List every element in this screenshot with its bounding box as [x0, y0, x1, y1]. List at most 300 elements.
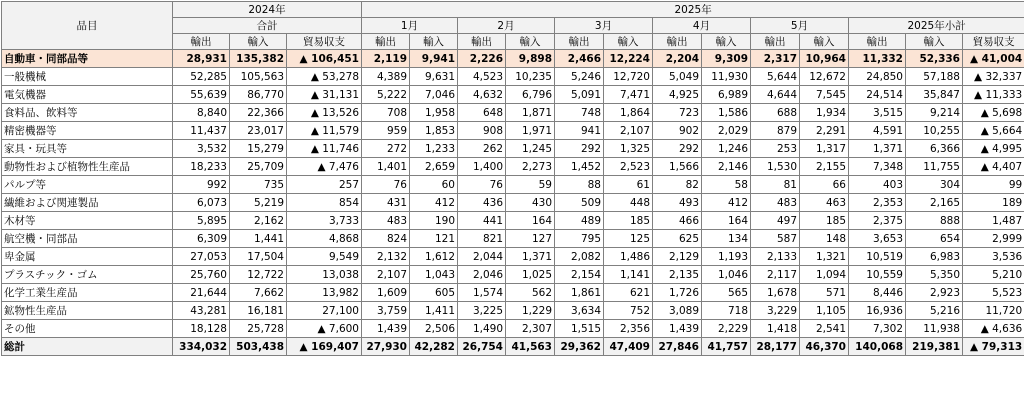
import-header: 輸入: [702, 34, 751, 50]
value-cell: 10,964: [800, 50, 849, 68]
value-cell: 1,411: [410, 302, 458, 320]
item-name-cell: 航空機・同部品: [2, 230, 173, 248]
value-cell: 430: [506, 194, 555, 212]
value-cell: 1,025: [506, 266, 555, 284]
value-cell: 571: [800, 284, 849, 302]
table-row: [2, 248, 1024, 266]
value-cell: 587: [751, 230, 800, 248]
value-cell: 61: [604, 176, 653, 194]
value-cell: 9,549: [287, 248, 362, 266]
value-cell: 2,356: [604, 320, 653, 338]
month-header: 1月: [362, 18, 458, 34]
value-cell: ▲ 4,636: [963, 320, 1024, 338]
value-cell: 47,409: [604, 338, 653, 356]
value-cell: 441: [458, 212, 506, 230]
value-cell: 2,375: [849, 212, 906, 230]
item-name-cell: 食料品、飲料等: [2, 104, 173, 122]
table-row: [2, 212, 1024, 230]
value-cell: 5,350: [906, 266, 963, 284]
value-cell: 2,132: [362, 248, 410, 266]
value-cell: 5,246: [555, 68, 604, 86]
value-cell: 1,141: [604, 266, 653, 284]
value-cell: 1,612: [410, 248, 458, 266]
value-cell: 2,119: [362, 50, 410, 68]
value-cell: ▲ 32,337: [963, 68, 1024, 86]
item-name-cell: その他: [2, 320, 173, 338]
value-cell: 2,659: [410, 158, 458, 176]
table-row: [2, 284, 1024, 302]
value-cell: 10,559: [849, 266, 906, 284]
subtotal-2025-header: 2025年小計: [849, 18, 1024, 34]
value-cell: 625: [653, 230, 702, 248]
value-cell: 9,941: [410, 50, 458, 68]
item-name-cell: 動物性および植物性生産品: [2, 158, 173, 176]
table-row: [2, 320, 1024, 338]
value-cell: 1,726: [653, 284, 702, 302]
value-cell: 164: [506, 212, 555, 230]
value-cell: 412: [410, 194, 458, 212]
value-cell: 16,936: [849, 302, 906, 320]
value-cell: 497: [751, 212, 800, 230]
value-cell: 4,523: [458, 68, 506, 86]
month-header: 3月: [555, 18, 653, 34]
month-header: 5月: [751, 18, 849, 34]
value-cell: 2,506: [410, 320, 458, 338]
value-cell: 2,129: [653, 248, 702, 266]
item-name-cell: 木材等: [2, 212, 173, 230]
import-header: 輸入: [230, 34, 287, 50]
item-name-cell: 卑金属: [2, 248, 173, 266]
value-cell: ▲ 7,476: [287, 158, 362, 176]
table-row: [2, 140, 1024, 158]
value-cell: ▲ 11,579: [287, 122, 362, 140]
value-cell: 7,046: [410, 86, 458, 104]
value-cell: 1,193: [702, 248, 751, 266]
value-cell: 1,439: [362, 320, 410, 338]
total-2024-header: 合計: [173, 18, 362, 34]
value-cell: 253: [751, 140, 800, 158]
value-cell: 25,709: [230, 158, 287, 176]
value-cell: 27,100: [287, 302, 362, 320]
value-cell: 2,133: [751, 248, 800, 266]
value-cell: 13,982: [287, 284, 362, 302]
total-row: [2, 338, 1024, 356]
value-cell: 2,117: [751, 266, 800, 284]
value-cell: 4,389: [362, 68, 410, 86]
value-cell: 1,229: [506, 302, 555, 320]
value-cell: 41,757: [702, 338, 751, 356]
value-cell: 5,216: [906, 302, 963, 320]
month-header: 4月: [653, 18, 751, 34]
value-cell: 4,632: [458, 86, 506, 104]
value-cell: 941: [555, 122, 604, 140]
table-row: [2, 176, 1024, 194]
value-cell: ▲ 4,995: [963, 140, 1024, 158]
import-header: 輸入: [506, 34, 555, 50]
value-cell: 6,309: [173, 230, 230, 248]
value-cell: 466: [653, 212, 702, 230]
value-cell: 5,210: [963, 266, 1024, 284]
item-header: 品目: [2, 2, 173, 50]
value-cell: 489: [555, 212, 604, 230]
value-cell: 81: [751, 176, 800, 194]
value-cell: 2,317: [751, 50, 800, 68]
value-cell: ▲ 79,313: [963, 338, 1024, 356]
value-cell: 2,107: [362, 266, 410, 284]
value-cell: 4,925: [653, 86, 702, 104]
value-cell: 88: [555, 176, 604, 194]
value-cell: ▲ 11,333: [963, 86, 1024, 104]
value-cell: 9,214: [906, 104, 963, 122]
value-cell: 4,644: [751, 86, 800, 104]
value-cell: 1,245: [506, 140, 555, 158]
value-cell: 4,591: [849, 122, 906, 140]
value-cell: ▲ 5,664: [963, 122, 1024, 140]
value-cell: 6,366: [906, 140, 963, 158]
year-2024-header: 2024年: [173, 2, 362, 18]
value-cell: 292: [555, 140, 604, 158]
value-cell: 718: [702, 302, 751, 320]
value-cell: 1,574: [458, 284, 506, 302]
table-row: [2, 158, 1024, 176]
value-cell: 2,273: [506, 158, 555, 176]
value-cell: 22,366: [230, 104, 287, 122]
value-cell: 11,938: [906, 320, 963, 338]
value-cell: 2,923: [906, 284, 963, 302]
value-cell: 1,094: [800, 266, 849, 284]
export-header: 輸出: [173, 34, 230, 50]
table-row: [2, 86, 1024, 104]
value-cell: 2,226: [458, 50, 506, 68]
value-cell: ▲ 11,746: [287, 140, 362, 158]
value-cell: 3,653: [849, 230, 906, 248]
value-cell: 902: [653, 122, 702, 140]
value-cell: 5,895: [173, 212, 230, 230]
value-cell: 43,281: [173, 302, 230, 320]
value-cell: 28,177: [751, 338, 800, 356]
trade-table: [1, 1, 1024, 356]
value-cell: 6,073: [173, 194, 230, 212]
value-cell: 5,091: [555, 86, 604, 104]
value-cell: 1,530: [751, 158, 800, 176]
value-cell: 2,135: [653, 266, 702, 284]
value-cell: 1,586: [702, 104, 751, 122]
value-cell: 99: [963, 176, 1024, 194]
value-cell: 503,438: [230, 338, 287, 356]
item-name-cell: 鉱物性生産品: [2, 302, 173, 320]
value-cell: 27,053: [173, 248, 230, 266]
value-cell: 1,490: [458, 320, 506, 338]
value-cell: 2,307: [506, 320, 555, 338]
value-cell: 1,971: [506, 122, 555, 140]
value-cell: 1,418: [751, 320, 800, 338]
value-cell: 26,754: [458, 338, 506, 356]
table-row: [2, 68, 1024, 86]
value-cell: 304: [906, 176, 963, 194]
value-cell: 262: [458, 140, 506, 158]
value-cell: 12,720: [604, 68, 653, 86]
value-cell: 1,317: [800, 140, 849, 158]
value-cell: 3,225: [458, 302, 506, 320]
value-cell: 2,154: [555, 266, 604, 284]
value-cell: 2,046: [458, 266, 506, 284]
value-cell: 13,038: [287, 266, 362, 284]
export-header: 輸出: [653, 34, 702, 50]
value-cell: 1,486: [604, 248, 653, 266]
value-cell: 41,563: [506, 338, 555, 356]
value-cell: 621: [604, 284, 653, 302]
value-cell: 1,371: [849, 140, 906, 158]
value-cell: 463: [800, 194, 849, 212]
value-cell: 735: [230, 176, 287, 194]
value-cell: 3,532: [173, 140, 230, 158]
value-cell: 7,662: [230, 284, 287, 302]
table-row: [2, 194, 1024, 212]
value-cell: 1,105: [800, 302, 849, 320]
table-body: [2, 50, 1024, 356]
value-cell: 821: [458, 230, 506, 248]
export-header: 輸出: [458, 34, 506, 50]
value-cell: 5,219: [230, 194, 287, 212]
table-row: [2, 104, 1024, 122]
value-cell: 7,348: [849, 158, 906, 176]
value-cell: 7,302: [849, 320, 906, 338]
balance-header: 貿易収支: [287, 34, 362, 50]
value-cell: 448: [604, 194, 653, 212]
value-cell: 29,362: [555, 338, 604, 356]
value-cell: 86,770: [230, 86, 287, 104]
value-cell: 76: [362, 176, 410, 194]
value-cell: 12,672: [800, 68, 849, 86]
value-cell: 3,515: [849, 104, 906, 122]
value-cell: 135,382: [230, 50, 287, 68]
value-cell: 2,082: [555, 248, 604, 266]
item-name-cell: 自動車・同部品等: [2, 50, 173, 68]
value-cell: 2,107: [604, 122, 653, 140]
value-cell: 493: [653, 194, 702, 212]
item-name-cell: 家具・玩具等: [2, 140, 173, 158]
value-cell: ▲ 5,698: [963, 104, 1024, 122]
value-cell: 10,255: [906, 122, 963, 140]
value-cell: 16,181: [230, 302, 287, 320]
value-cell: 12,722: [230, 266, 287, 284]
value-cell: 1,861: [555, 284, 604, 302]
value-cell: 879: [751, 122, 800, 140]
value-cell: 1,325: [604, 140, 653, 158]
value-cell: 1,864: [604, 104, 653, 122]
value-cell: 605: [410, 284, 458, 302]
month-header: 2月: [458, 18, 555, 34]
value-cell: 9,898: [506, 50, 555, 68]
value-cell: 1,439: [653, 320, 702, 338]
value-cell: 11,720: [963, 302, 1024, 320]
value-cell: 66: [800, 176, 849, 194]
value-cell: 1,853: [410, 122, 458, 140]
value-cell: 483: [751, 194, 800, 212]
value-cell: 2,353: [849, 194, 906, 212]
item-name-cell: 一般機械: [2, 68, 173, 86]
value-cell: 2,291: [800, 122, 849, 140]
import-header: 輸入: [800, 34, 849, 50]
value-cell: 8,840: [173, 104, 230, 122]
value-cell: 1,441: [230, 230, 287, 248]
value-cell: 185: [604, 212, 653, 230]
table-row: [2, 122, 1024, 140]
value-cell: 854: [287, 194, 362, 212]
value-cell: 219,381: [906, 338, 963, 356]
value-cell: 60: [410, 176, 458, 194]
value-cell: 8,446: [849, 284, 906, 302]
value-cell: 1,401: [362, 158, 410, 176]
item-name-cell: 精密機器等: [2, 122, 173, 140]
value-cell: 2,999: [963, 230, 1024, 248]
item-name-cell: パルプ等: [2, 176, 173, 194]
value-cell: 18,128: [173, 320, 230, 338]
export-header: 輸出: [555, 34, 604, 50]
item-name-cell: 繊維および関連製品: [2, 194, 173, 212]
value-cell: 9,309: [702, 50, 751, 68]
value-cell: 908: [458, 122, 506, 140]
year-2025-header: 2025年: [362, 2, 1024, 18]
value-cell: 121: [410, 230, 458, 248]
value-cell: 164: [702, 212, 751, 230]
value-cell: 2,155: [800, 158, 849, 176]
value-cell: 59: [506, 176, 555, 194]
value-cell: 127: [506, 230, 555, 248]
value-cell: 708: [362, 104, 410, 122]
value-cell: ▲ 41,004: [963, 50, 1024, 68]
value-cell: 185: [800, 212, 849, 230]
value-cell: 189: [963, 194, 1024, 212]
value-cell: 412: [702, 194, 751, 212]
value-cell: 483: [362, 212, 410, 230]
value-cell: 959: [362, 122, 410, 140]
value-cell: 3,089: [653, 302, 702, 320]
value-cell: 3,634: [555, 302, 604, 320]
value-cell: 9,631: [410, 68, 458, 86]
value-cell: 1,487: [963, 212, 1024, 230]
value-cell: 6,989: [702, 86, 751, 104]
value-cell: 748: [555, 104, 604, 122]
value-cell: 648: [458, 104, 506, 122]
value-cell: ▲ 169,407: [287, 338, 362, 356]
value-cell: 10,235: [506, 68, 555, 86]
value-cell: 4,868: [287, 230, 362, 248]
value-cell: ▲ 4,407: [963, 158, 1024, 176]
value-cell: 562: [506, 284, 555, 302]
value-cell: 11,437: [173, 122, 230, 140]
value-cell: 654: [906, 230, 963, 248]
value-cell: 52,336: [906, 50, 963, 68]
value-cell: 25,728: [230, 320, 287, 338]
value-cell: 11,930: [702, 68, 751, 86]
value-cell: 12,224: [604, 50, 653, 68]
value-cell: 190: [410, 212, 458, 230]
value-cell: 992: [173, 176, 230, 194]
value-cell: 2,044: [458, 248, 506, 266]
value-cell: 272: [362, 140, 410, 158]
export-header: 輸出: [849, 34, 906, 50]
value-cell: 140,068: [849, 338, 906, 356]
value-cell: 5,644: [751, 68, 800, 86]
value-cell: 3,536: [963, 248, 1024, 266]
item-name-cell: 化学工業生産品: [2, 284, 173, 302]
value-cell: 824: [362, 230, 410, 248]
value-cell: ▲ 53,278: [287, 68, 362, 86]
table-row: [2, 302, 1024, 320]
value-cell: 3,759: [362, 302, 410, 320]
value-cell: 2,541: [800, 320, 849, 338]
value-cell: 795: [555, 230, 604, 248]
value-cell: 403: [849, 176, 906, 194]
value-cell: 24,850: [849, 68, 906, 86]
value-cell: 1,046: [702, 266, 751, 284]
value-cell: 1,958: [410, 104, 458, 122]
value-cell: 17,504: [230, 248, 287, 266]
value-cell: 52,285: [173, 68, 230, 86]
value-cell: 125: [604, 230, 653, 248]
value-cell: 42,282: [410, 338, 458, 356]
value-cell: 5,049: [653, 68, 702, 86]
value-cell: 11,755: [906, 158, 963, 176]
value-cell: 15,279: [230, 140, 287, 158]
value-cell: 2,523: [604, 158, 653, 176]
value-cell: 2,162: [230, 212, 287, 230]
value-cell: 1,515: [555, 320, 604, 338]
value-cell: 82: [653, 176, 702, 194]
value-cell: 3,733: [287, 212, 362, 230]
table-row: [2, 230, 1024, 248]
value-cell: 436: [458, 194, 506, 212]
export-header: 輸出: [362, 34, 410, 50]
value-cell: 1,400: [458, 158, 506, 176]
value-cell: 723: [653, 104, 702, 122]
value-cell: 1,246: [702, 140, 751, 158]
value-cell: ▲ 13,526: [287, 104, 362, 122]
value-cell: 257: [287, 176, 362, 194]
value-cell: ▲ 31,131: [287, 86, 362, 104]
value-cell: 35,847: [906, 86, 963, 104]
value-cell: 334,032: [173, 338, 230, 356]
value-cell: 565: [702, 284, 751, 302]
value-cell: 2,146: [702, 158, 751, 176]
value-cell: 5,523: [963, 284, 1024, 302]
value-cell: 2,029: [702, 122, 751, 140]
value-cell: 1,609: [362, 284, 410, 302]
value-cell: 7,545: [800, 86, 849, 104]
value-cell: ▲ 106,451: [287, 50, 362, 68]
value-cell: 292: [653, 140, 702, 158]
value-cell: 57,188: [906, 68, 963, 86]
value-cell: 7,471: [604, 86, 653, 104]
value-cell: 11,332: [849, 50, 906, 68]
value-cell: 2,165: [906, 194, 963, 212]
value-cell: 21,644: [173, 284, 230, 302]
value-cell: 2,229: [702, 320, 751, 338]
import-header: 輸入: [604, 34, 653, 50]
import-header: 輸入: [410, 34, 458, 50]
value-cell: 27,930: [362, 338, 410, 356]
value-cell: 24,514: [849, 86, 906, 104]
value-cell: 148: [800, 230, 849, 248]
import-header: 輸入: [906, 34, 963, 50]
table-row: [2, 50, 1024, 68]
value-cell: 1,371: [506, 248, 555, 266]
value-cell: 6,983: [906, 248, 963, 266]
balance-header: 貿易収支: [963, 34, 1024, 50]
value-cell: 23,017: [230, 122, 287, 140]
value-cell: 888: [906, 212, 963, 230]
